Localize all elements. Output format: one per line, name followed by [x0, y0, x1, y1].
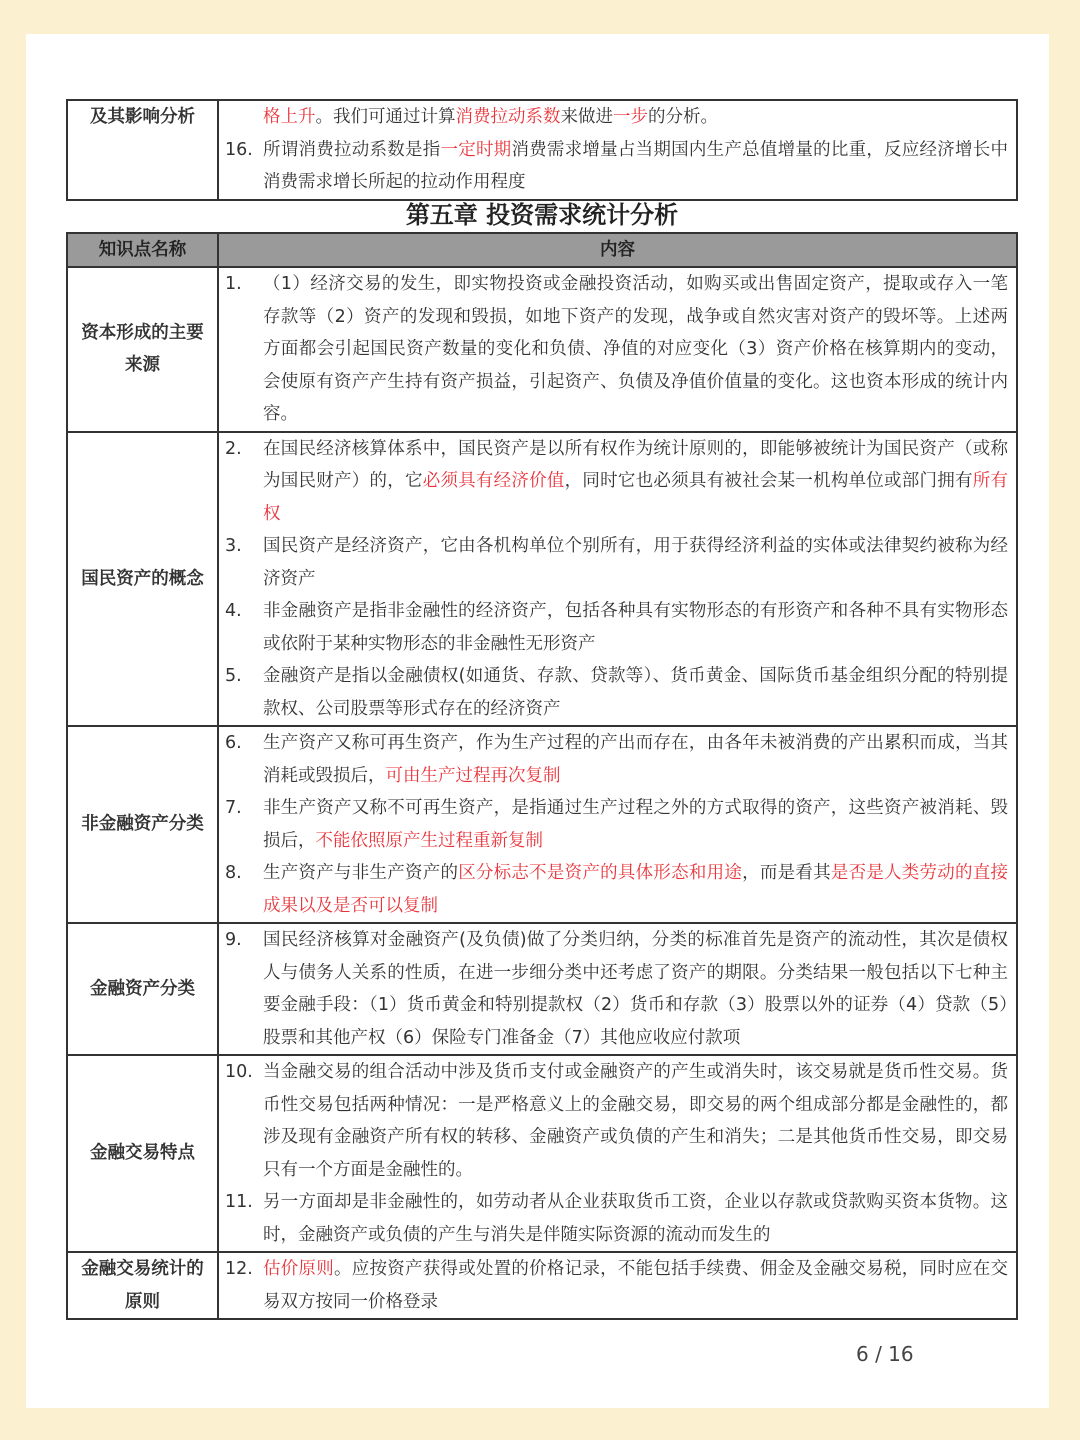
item-number: 11.	[225, 1192, 253, 1212]
red-highlight: 格上升	[263, 107, 316, 127]
table-row	[67, 432, 1017, 727]
table-row	[67, 267, 1017, 432]
content-cell	[218, 267, 1017, 432]
table-row	[67, 100, 1017, 200]
item-number: 6.	[225, 733, 242, 753]
list-item: 10. 当金融交易的组合活动中涉及货币支付或金融资产的产生或消失时，该交易就是货币性交易。货币性交易包括两种情况：一是严格意义上的金融交易，即交易的两个组成部分都是金融性的，都涉及现有金融资产所有权的转移、金融资产或负债的产生和消失；二是其他货币性交易，即交易只有一个方面是金融性的。	[225, 1056, 1008, 1186]
content-cell	[218, 100, 1017, 200]
row-label: 国民资产的概念	[67, 432, 218, 727]
item-number: 16.	[225, 139, 253, 160]
red-highlight: 一步	[613, 107, 648, 127]
list-item: 7. 非生产资产又称不可再生资产，是指通过生产过程之外的方式取得的资产，这些资产被消耗、毁损后，不能依照原产生过程重新复制	[225, 792, 1008, 857]
list-item: 6. 生产资产又称可再生资产，作为生产过程的产出而存在，由各年未被消费的产出累积而成，当其消耗或毁损后，可由生产过程再次复制	[225, 727, 1008, 792]
row-label: 非金融资产分类	[67, 726, 218, 923]
item-number: 2.	[225, 438, 242, 459]
content-cell	[218, 726, 1017, 923]
row-label: 资本形成的主要来源	[67, 267, 218, 432]
table-row	[67, 1055, 1017, 1252]
red-highlight: 估价原则	[263, 1259, 334, 1279]
row-label-impact-analysis: 及其影响分析	[67, 100, 218, 200]
content-cell	[218, 1055, 1017, 1252]
red-highlight: 可由生产过程再次复制	[385, 765, 561, 786]
list-item: 3. 国民资产是经济资产，它由各机构单位个别所有，用于获得经济利益的实体或法律契约被称为经济资产	[225, 530, 1008, 595]
list-item: 5. 金融资产是指以金融债权(如通货、存款、贷款等）、货币黄金、国际货币基金组织分配的特别提款权、公司股票等形式存在的经济资产	[225, 660, 1008, 725]
row-label: 金融交易特点	[67, 1055, 218, 1252]
red-highlight: 区分标志不是资产的具体形态和用途	[458, 863, 743, 883]
item-number: 3.	[225, 536, 242, 556]
red-highlight: 必须具有经济价值	[422, 471, 565, 491]
list-item: 格上升。我们可通过计算消费拉动系数来做进一步的分析。	[263, 107, 718, 127]
chapter-title: 第五章 投资需求统计分析	[405, 201, 679, 229]
red-highlight: 所有权	[263, 471, 1009, 524]
red-highlight: 不能依照原产生过程重新复制	[315, 830, 543, 851]
table-row	[67, 1252, 1017, 1319]
document-page	[26, 34, 1049, 1408]
page-number: 6 / 16	[856, 1342, 914, 1366]
item-number: 1.	[225, 274, 242, 294]
red-highlight: 消费拉动系数	[455, 107, 561, 127]
list-item: 1. （1）经济交易的发生，即实物投资或金融投资活动，如购买或出售固定资产，提取或存入一笔存款等（2）资产的发现和毁损，如地下资产的发现，战争或自然灾害对资产的毁坏等。上述两方面都会引起国民资产数量的变化和负债、净值的对应变化（3）资产价格在核算期内的变动，会使原有资产产生持有资产损益，引起资产、负债及净值价值量的变化。这也资本形成的统计内容。	[225, 268, 1008, 431]
content-cell	[218, 1252, 1017, 1319]
list-item: 12. 估价原则。应按资产获得或处置的价格记录，不能包括手续费、佣金及金融交易税，同时应在交易双方按同一价格登录	[225, 1253, 1008, 1318]
list-item: 2. 在国民经济核算体系中，国民资产是以所有权作为统计原则的，即能够被统计为国民资产（或称为国民财产）的，它必须具有经济价值，同时它也必须具有被社会某一机构单位或部门拥有所有权	[225, 433, 1008, 531]
table-header-row	[67, 233, 1017, 267]
column-header-name: 知识点名称	[67, 233, 218, 267]
red-highlight: 一定时期	[440, 139, 512, 160]
knowledge-table	[66, 232, 1018, 1320]
table-row	[67, 923, 1017, 1055]
column-header-content: 内容	[218, 233, 1017, 267]
table-row	[67, 726, 1017, 923]
list-item: 11. 另一方面却是非金融性的，如劳动者从企业获取货币工资，企业以存款或贷款购买资本货物。这时，金融资产或负债的产生与消失是伴随实际资源的流动而发生的	[225, 1186, 1008, 1251]
row-label: 金融资产分类	[67, 923, 218, 1055]
content-cell	[218, 432, 1017, 727]
list-item: 8. 生产资产与非生产资产的区分标志不是资产的具体形态和用途，而是看其是否是人类劳动的直接成果以及是否可以复制	[225, 857, 1008, 922]
previous-section-table	[66, 99, 1018, 201]
row-label: 金融交易统计的原则	[67, 1252, 218, 1319]
list-item: 4. 非金融资产是指非金融性的经济资产，包括各种具有实物形态的有形资产和各种不具有实物形态或依附于某种实物形态的非金融性无形资产	[225, 595, 1008, 660]
content-cell	[218, 923, 1017, 1055]
item-number: 10.	[225, 1062, 253, 1082]
item-number: 9.	[225, 930, 242, 950]
item-number: 12.	[225, 1259, 253, 1279]
list-item: 16. 所谓消费拉动系数是指一定时期消费需求增量占当期国内生产总值增量的比重，反应经济增长中消费需求增长所起的拉动作用程度	[225, 134, 1008, 199]
red-highlight: 是否是人类劳动的直接成果以及是否可以复制	[263, 863, 1009, 916]
item-number: 7.	[225, 798, 242, 818]
item-number: 4.	[225, 601, 242, 621]
list-item: 9. 国民经济核算对金融资产(及负债)做了分类归纳，分类的标准首先是资产的流动性，其次是债权人与债务人关系的性质，在进一步细分类中还考虑了资产的期限。分类结果一般包括以下七种主要金融手段：（1）货币黄金和特别提款权（2）货币和存款（3）股票以外的证券（4）贷款（5）股票和其他产权（6）保险专门准备金（7）其他应收应付款项	[225, 924, 1008, 1054]
item-number: 8.	[225, 863, 242, 883]
item-number: 5.	[225, 666, 242, 686]
